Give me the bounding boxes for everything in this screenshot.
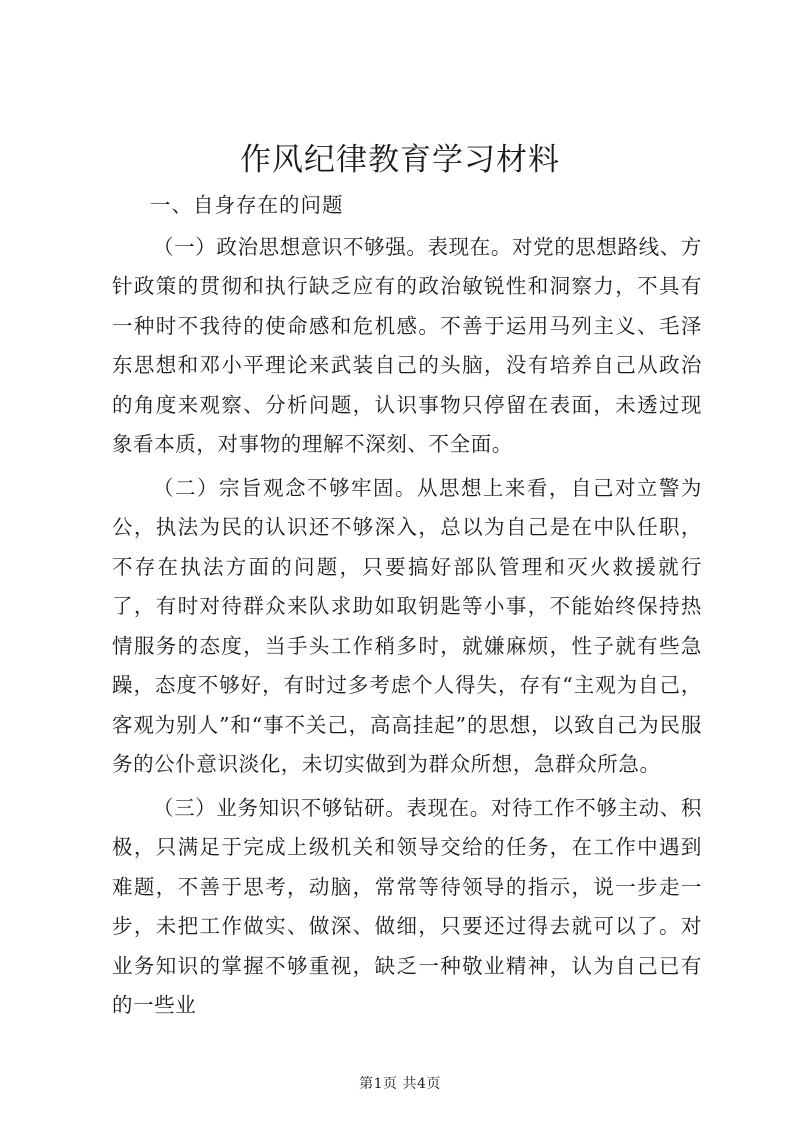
paragraph-1: （一）政治思想意识不够强。表现在。对党的思想路线、方针政策的贯彻和执行缺乏应有的政治敏锐性和洞察力，不具有一种时不我待的使命感和危机感。不善于运用马列主义、毛泽东思想和邓小平理论来武装自己的头脑，没有培养自己从政治的角度来观察、分析问题，认识事物只停留在表面，未透过现象看本质，对事物的理解不深刻、不全面。 xyxy=(112,234,702,456)
paragraph-2: （二）宗旨观念不够牢固。从思想上来看，自己对立警为公，执法为民的认识还不够深入，总以为自己是在中队任职，不存在执法方面的问题，只要搞好部队管理和灭火救援就行了，有时对待群众来队求助如取钥匙等小事，不能始终保持热情服务的态度，当手头工作稍多时，就嫌麻烦，性子就有些急躁，态度不够好，有时过多考虑个人得失，存有“主观为自己，客观为别人”和“事不关己，高高挂起”的思想，以致自己为民服务的公仆意识淡化，未切实做到为群众所想，急群众所急。 xyxy=(112,475,702,776)
page-number: 第1页 共4页 xyxy=(359,1076,441,1092)
paragraph-3: （三）业务知识不够钻研。表现在。对待工作不够主动、积极，只满足于完成上级机关和领导交给的任务，在工作中遇到难题，不善于思考，动脑，常常等待领导的指示，说一步走一步，未把工作做实、做深、做细，只要还过得去就可以了。对业务知识的掌握不够重视，缺乏一种敬业精神，认为自己已有的一些业 xyxy=(112,795,702,1017)
document-title: 作风纪律教育学习材料 xyxy=(240,142,560,178)
section-heading: 一、自身存在的问题 xyxy=(150,193,344,217)
document-body xyxy=(112,186,702,1030)
